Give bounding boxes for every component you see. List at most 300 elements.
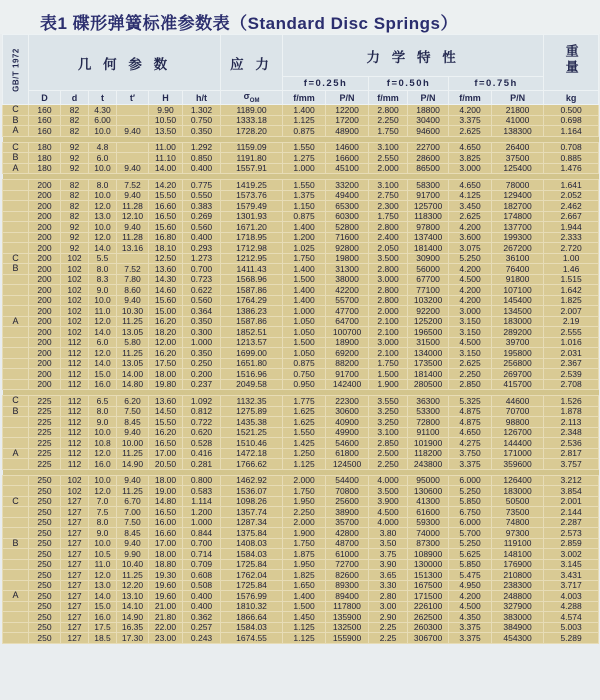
data-cell: 14.0: [89, 591, 117, 602]
data-cell: 1.292: [183, 142, 221, 153]
table-row: [3, 163, 599, 174]
data-cell: 0.875: [283, 126, 326, 137]
data-cell: 138300: [492, 126, 544, 137]
data-cell: 125200: [408, 316, 449, 327]
data-cell: 250: [29, 591, 61, 602]
series-group-cell: [3, 486, 29, 497]
data-cell: 2.000: [283, 517, 326, 528]
data-cell: 3.150: [449, 316, 492, 327]
data-cell: 16.0: [89, 459, 117, 470]
table-row: [3, 180, 599, 191]
col-pn-075: P/N: [492, 91, 544, 105]
data-cell: 0.281: [183, 459, 221, 470]
data-cell: 20.50: [149, 459, 183, 470]
data-cell: 2.25: [369, 622, 408, 633]
data-cell: 2.462: [544, 201, 599, 212]
data-cell: 0.583: [183, 486, 221, 497]
data-cell: 16.50: [149, 507, 183, 518]
data-cell: 5.700: [449, 528, 492, 539]
data-cell: 2.850: [369, 438, 408, 449]
data-cell: 4.200: [449, 591, 492, 602]
data-cell: 327900: [492, 601, 544, 612]
data-cell: 22.00: [149, 622, 183, 633]
data-cell: 11.28: [117, 201, 149, 212]
col-pn-050: P/N: [408, 91, 449, 105]
data-cell: 200: [29, 295, 61, 306]
data-cell: 3.000: [369, 337, 408, 348]
data-cell: 2049.58: [221, 379, 283, 390]
data-cell: 1.750: [369, 211, 408, 222]
data-cell: 2.250: [449, 369, 492, 380]
data-cell: 124500: [326, 459, 369, 470]
data-cell: 1674.55: [221, 633, 283, 644]
data-cell: 250: [29, 612, 61, 623]
data-cell: 61800: [326, 448, 369, 459]
data-cell: 59300: [408, 517, 449, 528]
data-cell: 102: [61, 475, 89, 486]
data-cell: 71600: [326, 232, 369, 243]
data-cell: 1.400: [283, 264, 326, 275]
data-cell: 14.90: [117, 459, 149, 470]
series-group-cell: [3, 327, 29, 338]
data-cell: 112: [61, 459, 89, 470]
data-cell: 19.60: [149, 580, 183, 591]
data-cell: 1766.62: [221, 459, 283, 470]
data-cell: 2.859: [544, 538, 599, 549]
data-cell: 127: [61, 549, 89, 560]
data-cell: 16.60: [149, 528, 183, 539]
data-cell: 14.90: [117, 612, 149, 623]
data-cell: 243800: [408, 459, 449, 470]
data-cell: 2.800: [369, 222, 408, 233]
data-cell: 0.400: [183, 232, 221, 243]
data-cell: 15.00: [149, 306, 183, 317]
data-cell: 2.555: [544, 327, 599, 338]
data-cell: 200: [29, 327, 61, 338]
data-cell: 17.00: [149, 448, 183, 459]
data-cell: 1.025: [283, 243, 326, 254]
col-D: D: [29, 91, 61, 105]
data-cell: 127: [61, 507, 89, 518]
data-cell: 7.80: [117, 274, 149, 285]
data-cell: 280500: [408, 379, 449, 390]
data-cell: 1.550: [283, 427, 326, 438]
data-cell: 210800: [492, 570, 544, 581]
data-cell: 16.20: [149, 427, 183, 438]
data-cell: 2.539: [544, 369, 599, 380]
series-group-cell: [3, 528, 29, 539]
data-cell: 16.50: [149, 211, 183, 222]
data-cell: 18800: [408, 105, 449, 116]
data-cell: 3.100: [369, 427, 408, 438]
data-cell: 1.750: [369, 358, 408, 369]
data-cell: 9.0: [89, 285, 117, 296]
data-cell: 18.00: [149, 475, 183, 486]
data-cell: 49900: [326, 427, 369, 438]
data-cell: 0.508: [183, 580, 221, 591]
data-cell: 4.000: [369, 475, 408, 486]
data-cell: 1712.98: [221, 243, 283, 254]
data-cell: 36300: [408, 396, 449, 407]
data-cell: 182700: [492, 201, 544, 212]
data-cell: 3.75: [369, 549, 408, 560]
data-cell: 0.293: [183, 243, 221, 254]
data-cell: 41300: [408, 496, 449, 507]
data-cell: 1.950: [283, 496, 326, 507]
data-cell: 180: [29, 153, 61, 164]
data-cell: 8.60: [117, 285, 149, 296]
data-cell: 13.60: [149, 264, 183, 275]
data-cell: 19.30: [149, 570, 183, 581]
geometry-header: 几 何 参 数: [29, 35, 221, 91]
data-cell: 2.050: [369, 243, 408, 254]
data-cell: 1.050: [283, 348, 326, 359]
data-cell: 14.00: [117, 369, 149, 380]
data-cell: 1.642: [544, 285, 599, 296]
data-cell: 200: [29, 337, 61, 348]
table-row: [3, 274, 599, 285]
data-cell: 3.100: [369, 142, 408, 153]
data-cell: 2.007: [544, 306, 599, 317]
data-cell: 135900: [326, 612, 369, 623]
table-row: [3, 612, 599, 623]
data-cell: 0.300: [183, 327, 221, 338]
data-cell: 3.500: [369, 486, 408, 497]
data-cell: 1.825: [283, 570, 326, 581]
data-cell: 39700: [492, 337, 544, 348]
data-cell: 5.003: [544, 622, 599, 633]
data-cell: 13.05: [117, 327, 149, 338]
data-cell: 1.944: [544, 222, 599, 233]
data-cell: 200: [29, 190, 61, 201]
data-cell: 102: [61, 486, 89, 497]
data-cell: 2.000: [369, 163, 408, 174]
data-cell: 8.0: [89, 406, 117, 417]
data-cell: [117, 142, 149, 153]
data-cell: 8.0: [89, 264, 117, 275]
data-cell: 1.625: [283, 417, 326, 428]
table-row: [3, 517, 599, 528]
data-cell: 4.574: [544, 612, 599, 623]
data-cell: 200: [29, 232, 61, 243]
standard-cell: [3, 35, 29, 105]
data-cell: 125700: [408, 201, 449, 212]
table-row: [3, 406, 599, 417]
data-cell: [117, 115, 149, 126]
data-cell: 3.50: [369, 538, 408, 549]
series-group-cell: [3, 211, 29, 222]
data-cell: 45100: [326, 163, 369, 174]
data-cell: 72700: [326, 559, 369, 570]
data-cell: 9.40: [117, 427, 149, 438]
data-cell: 1573.76: [221, 190, 283, 201]
data-cell: 14.60: [149, 285, 183, 296]
data-cell: 3.90: [369, 559, 408, 570]
data-cell: 1.900: [283, 528, 326, 539]
data-cell: 10.0: [89, 126, 117, 137]
data-cell: 11.25: [117, 570, 149, 581]
data-cell: 0.560: [183, 295, 221, 306]
data-cell: 21.00: [149, 601, 183, 612]
data-cell: 19.00: [149, 486, 183, 497]
data-cell: 2.573: [544, 528, 599, 539]
data-cell: 256800: [492, 358, 544, 369]
data-cell: 1536.07: [221, 486, 283, 497]
data-cell: 160: [29, 105, 61, 116]
data-cell: 1576.99: [221, 591, 283, 602]
data-cell: 5.625: [449, 549, 492, 560]
data-cell: 1098.26: [221, 496, 283, 507]
data-cell: 1.878: [544, 406, 599, 417]
data-cell: 2.536: [544, 438, 599, 449]
col-t-prime: t′: [117, 91, 149, 105]
data-cell: 200: [29, 358, 61, 369]
data-cell: 13.05: [117, 358, 149, 369]
data-cell: 383000: [492, 612, 544, 623]
data-cell: 0.844: [183, 528, 221, 539]
table-row: [3, 153, 599, 164]
data-cell: 9.90: [149, 105, 183, 116]
data-cell: 5.850: [449, 496, 492, 507]
data-cell: 225: [29, 438, 61, 449]
data-cell: 137700: [492, 222, 544, 233]
data-cell: 4.200: [449, 222, 492, 233]
data-cell: 3.00: [369, 601, 408, 612]
data-cell: 1.825: [544, 295, 599, 306]
table-row: [3, 486, 599, 497]
data-cell: 2.300: [369, 201, 408, 212]
data-cell: 1557.91: [221, 163, 283, 174]
f-050h-header: f=0.50h: [369, 77, 449, 91]
data-cell: 8.45: [117, 528, 149, 539]
table-row: [3, 622, 599, 633]
data-cell: 0.350: [183, 316, 221, 327]
data-cell: 95000: [408, 475, 449, 486]
data-cell: 4.875: [449, 417, 492, 428]
data-cell: 9.40: [117, 126, 149, 137]
series-group-cell: A: [3, 316, 29, 327]
data-cell: 61600: [408, 507, 449, 518]
data-cell: 250: [29, 486, 61, 497]
data-cell: 12.0: [89, 316, 117, 327]
data-cell: 3.375: [449, 622, 492, 633]
data-cell: 36100: [492, 253, 544, 264]
data-cell: 12.0: [89, 486, 117, 497]
data-cell: 3.250: [369, 406, 408, 417]
data-cell: 30600: [326, 406, 369, 417]
data-cell: 64700: [326, 316, 369, 327]
data-cell: 174800: [492, 211, 544, 222]
series-group-cell: [3, 358, 29, 369]
table-row: [3, 591, 599, 602]
data-cell: 12.50: [149, 253, 183, 264]
data-cell: 38000: [326, 274, 369, 285]
data-cell: 1.500: [283, 274, 326, 285]
data-cell: 14600: [326, 142, 369, 153]
data-cell: 10.0: [89, 190, 117, 201]
data-cell: 4.30: [89, 105, 117, 116]
data-cell: 2.720: [544, 243, 599, 254]
data-cell: 14.80: [117, 379, 149, 390]
title-bar: [0, 0, 600, 34]
data-cell: 5.5: [89, 253, 117, 264]
table-row: [3, 190, 599, 201]
data-cell: 0.350: [183, 126, 221, 137]
data-cell: 200: [29, 316, 61, 327]
data-cell: 112: [61, 427, 89, 438]
data-cell: 30400: [408, 115, 449, 126]
data-cell: 1725.84: [221, 580, 283, 591]
data-cell: 2.667: [544, 211, 599, 222]
data-cell: 12.00: [149, 337, 183, 348]
data-cell: 1.400: [283, 222, 326, 233]
data-cell: 13.50: [149, 126, 183, 137]
data-cell: 4.125: [449, 190, 492, 201]
data-cell: 5.325: [449, 396, 492, 407]
table-row: [3, 316, 599, 327]
data-cell: 1.114: [183, 496, 221, 507]
data-cell: 41000: [492, 115, 544, 126]
data-cell: 6.5: [89, 396, 117, 407]
data-cell: 4.8: [89, 142, 117, 153]
data-cell: 200: [29, 379, 61, 390]
table-row: [3, 358, 599, 369]
data-cell: 5.475: [449, 570, 492, 581]
data-cell: 87300: [408, 538, 449, 549]
table-row: [3, 580, 599, 591]
data-cell: 0.800: [183, 475, 221, 486]
data-cell: 53300: [408, 406, 449, 417]
data-cell: 1.950: [283, 559, 326, 570]
data-cell: [117, 253, 149, 264]
data-cell: 17.50: [149, 358, 183, 369]
table-row: [3, 507, 599, 518]
data-cell: 0.416: [183, 448, 221, 459]
data-cell: 61000: [326, 549, 369, 560]
data-cell: 3.100: [369, 180, 408, 191]
data-cell: 225: [29, 406, 61, 417]
data-cell: 4.650: [449, 142, 492, 153]
data-cell: 126700: [492, 427, 544, 438]
data-cell: 1435.38: [221, 417, 283, 428]
data-cell: 2.800: [369, 105, 408, 116]
series-group-cell: C: [3, 105, 29, 116]
series-group-cell: [3, 580, 29, 591]
table-row: [3, 115, 599, 126]
data-cell: 250: [29, 517, 61, 528]
data-cell: 384900: [492, 622, 544, 633]
data-cell: 112: [61, 396, 89, 407]
data-cell: 25600: [326, 496, 369, 507]
data-cell: 2.90: [369, 612, 408, 623]
data-cell: 74000: [408, 528, 449, 539]
data-cell: 10.00: [117, 438, 149, 449]
data-cell: 0.875: [283, 211, 326, 222]
series-group-cell: [3, 190, 29, 201]
table-row: [3, 538, 599, 549]
data-cell: 3.075: [449, 243, 492, 254]
data-cell: 0.560: [183, 222, 221, 233]
table-row: [3, 253, 599, 264]
table-row: [3, 396, 599, 407]
series-group-cell: [3, 475, 29, 486]
table-row: [3, 264, 599, 275]
data-cell: 37500: [492, 153, 544, 164]
col-fmm-025: f/mm: [283, 91, 326, 105]
data-cell: 8.0: [89, 180, 117, 191]
data-cell: 0.257: [183, 622, 221, 633]
data-cell: 91700: [408, 190, 449, 201]
data-cell: 7.0: [89, 496, 117, 507]
data-cell: 415700: [492, 379, 544, 390]
data-cell: 3.900: [369, 496, 408, 507]
data-cell: 4.500: [449, 601, 492, 612]
data-cell: 0.722: [183, 417, 221, 428]
data-cell: 82: [61, 201, 89, 212]
data-cell: 88200: [326, 358, 369, 369]
data-cell: 0.400: [183, 601, 221, 612]
data-cell: 127: [61, 601, 89, 612]
data-cell: 173500: [408, 358, 449, 369]
series-group-cell: [3, 285, 29, 296]
data-cell: 127: [61, 612, 89, 623]
table-row: [3, 570, 599, 581]
data-cell: 60300: [326, 211, 369, 222]
data-cell: 18.80: [149, 559, 183, 570]
data-cell: 92: [61, 232, 89, 243]
data-cell: 112: [61, 406, 89, 417]
table-row: [3, 201, 599, 212]
data-cell: 0.622: [183, 285, 221, 296]
data-cell: 82: [61, 126, 89, 137]
data-cell: 92: [61, 222, 89, 233]
series-group-cell: B: [3, 406, 29, 417]
data-cell: 12.0: [89, 448, 117, 459]
data-cell: 14.0: [89, 358, 117, 369]
data-cell: 1.000: [183, 337, 221, 348]
data-cell: 2.052: [544, 190, 599, 201]
series-group-cell: B: [3, 264, 29, 275]
data-cell: 91100: [408, 427, 449, 438]
data-cell: 1810.32: [221, 601, 283, 612]
data-cell: 15.0: [89, 369, 117, 380]
data-cell: 167500: [408, 580, 449, 591]
data-cell: 4.003: [544, 591, 599, 602]
data-cell: 2.367: [544, 358, 599, 369]
data-cell: 82: [61, 211, 89, 222]
data-cell: 250: [29, 622, 61, 633]
data-cell: 0.723: [183, 274, 221, 285]
data-cell: 126400: [492, 475, 544, 486]
data-cell: 1.875: [283, 549, 326, 560]
series-group-cell: [3, 222, 29, 233]
data-cell: 3.000: [369, 274, 408, 285]
data-cell: 3.431: [544, 570, 599, 581]
table-row: [3, 633, 599, 644]
data-cell: 6.0: [89, 337, 117, 348]
data-cell: 1.526: [544, 396, 599, 407]
data-cell: 15.60: [149, 222, 183, 233]
data-cell: 1.500: [283, 337, 326, 348]
data-cell: 199300: [492, 232, 544, 243]
data-cell: 127: [61, 570, 89, 581]
data-cell: 1132.35: [221, 396, 283, 407]
data-cell: 1301.93: [221, 211, 283, 222]
table-row: [3, 448, 599, 459]
series-group-cell: [3, 570, 29, 581]
data-cell: 1.200: [183, 507, 221, 518]
series-group-cell: [3, 201, 29, 212]
